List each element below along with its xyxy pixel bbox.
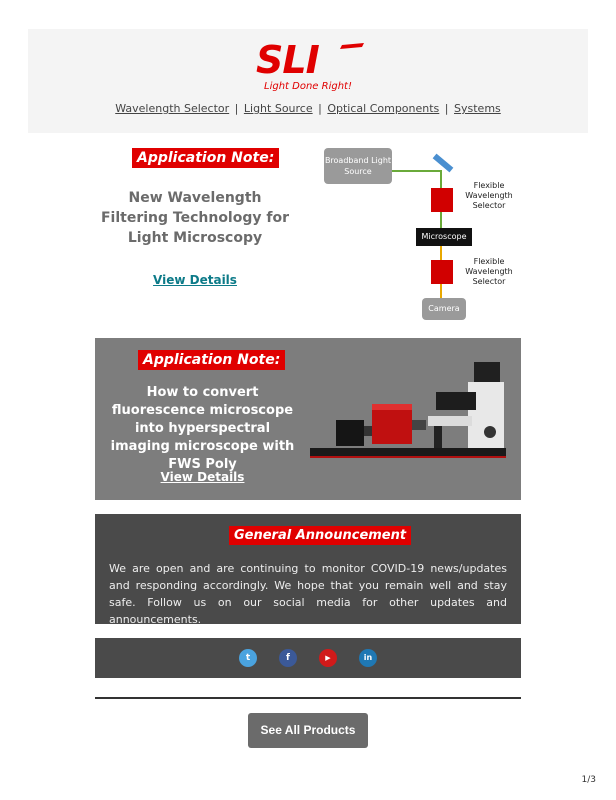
selector-top-label: Flexible Wavelength Selector xyxy=(465,181,513,210)
nav-link-systems[interactable]: Systems xyxy=(454,102,501,115)
announcement-badge: General Announcement xyxy=(229,526,411,545)
nav-link-light-source[interactable]: Light Source xyxy=(243,102,313,115)
beam-line xyxy=(440,284,442,298)
page-number: 1/3 xyxy=(581,775,596,785)
twitter-icon[interactable]: t xyxy=(239,649,257,667)
app-note-badge: Application Note: xyxy=(138,350,285,370)
view-details-link[interactable]: View Details xyxy=(160,470,245,484)
divider xyxy=(95,697,521,699)
linkedin-icon[interactable]: in xyxy=(359,649,377,667)
social-bar xyxy=(95,638,521,678)
nav-link-optical-components[interactable]: Optical Components xyxy=(327,102,440,115)
youtube-icon[interactable]: ▶ xyxy=(319,649,337,667)
app-note-badge: Application Note: xyxy=(132,148,279,168)
sli-logo[interactable] xyxy=(250,39,370,93)
svg-text:Light Done Right!: Light Done Right! xyxy=(264,81,352,92)
svg-text:SLI: SLI xyxy=(256,39,319,82)
see-all-products-button[interactable]: See All Products xyxy=(248,713,368,748)
selector-bottom-label: Flexible Wavelength Selector xyxy=(465,257,513,286)
email-header xyxy=(28,29,588,133)
optical-setup-diagram[interactable] xyxy=(322,148,522,326)
microscope-photo[interactable] xyxy=(308,352,508,464)
app-note-section-2 xyxy=(95,338,521,500)
nav-separator: | xyxy=(318,102,322,115)
nav-separator: | xyxy=(444,102,449,115)
beam-line xyxy=(440,246,442,260)
nav-separator: | xyxy=(234,102,239,115)
facebook-icon[interactable]: f xyxy=(279,649,297,667)
top-nav xyxy=(28,102,588,115)
wavelength-selector-bottom xyxy=(431,260,453,284)
announcement-section xyxy=(95,514,521,624)
nav-link-wavelength-selector[interactable]: Wavelength Selector xyxy=(115,102,230,115)
camera-box: Camera xyxy=(422,298,466,320)
beam-line xyxy=(391,170,441,172)
app-note-title: New Wavelength Filtering Technology for Light Microscopy xyxy=(100,190,289,246)
announcement-body: We are open and are continuing to monitor COVID-19 news/updates and responding accordingly. We hope that you remain well and stay safe. Follow us on our social media for other updates and announcements. xyxy=(109,562,507,626)
app-note-title: How to convert fluorescence microscope into hyperspectral imaging microscope with FWS Poly xyxy=(110,385,295,472)
view-details-link[interactable]: View Details xyxy=(153,273,237,287)
wavelength-selector-top xyxy=(431,188,453,212)
microscope-box: Microscope xyxy=(416,228,472,246)
light-source-box: Broadband Light Source xyxy=(324,148,392,184)
